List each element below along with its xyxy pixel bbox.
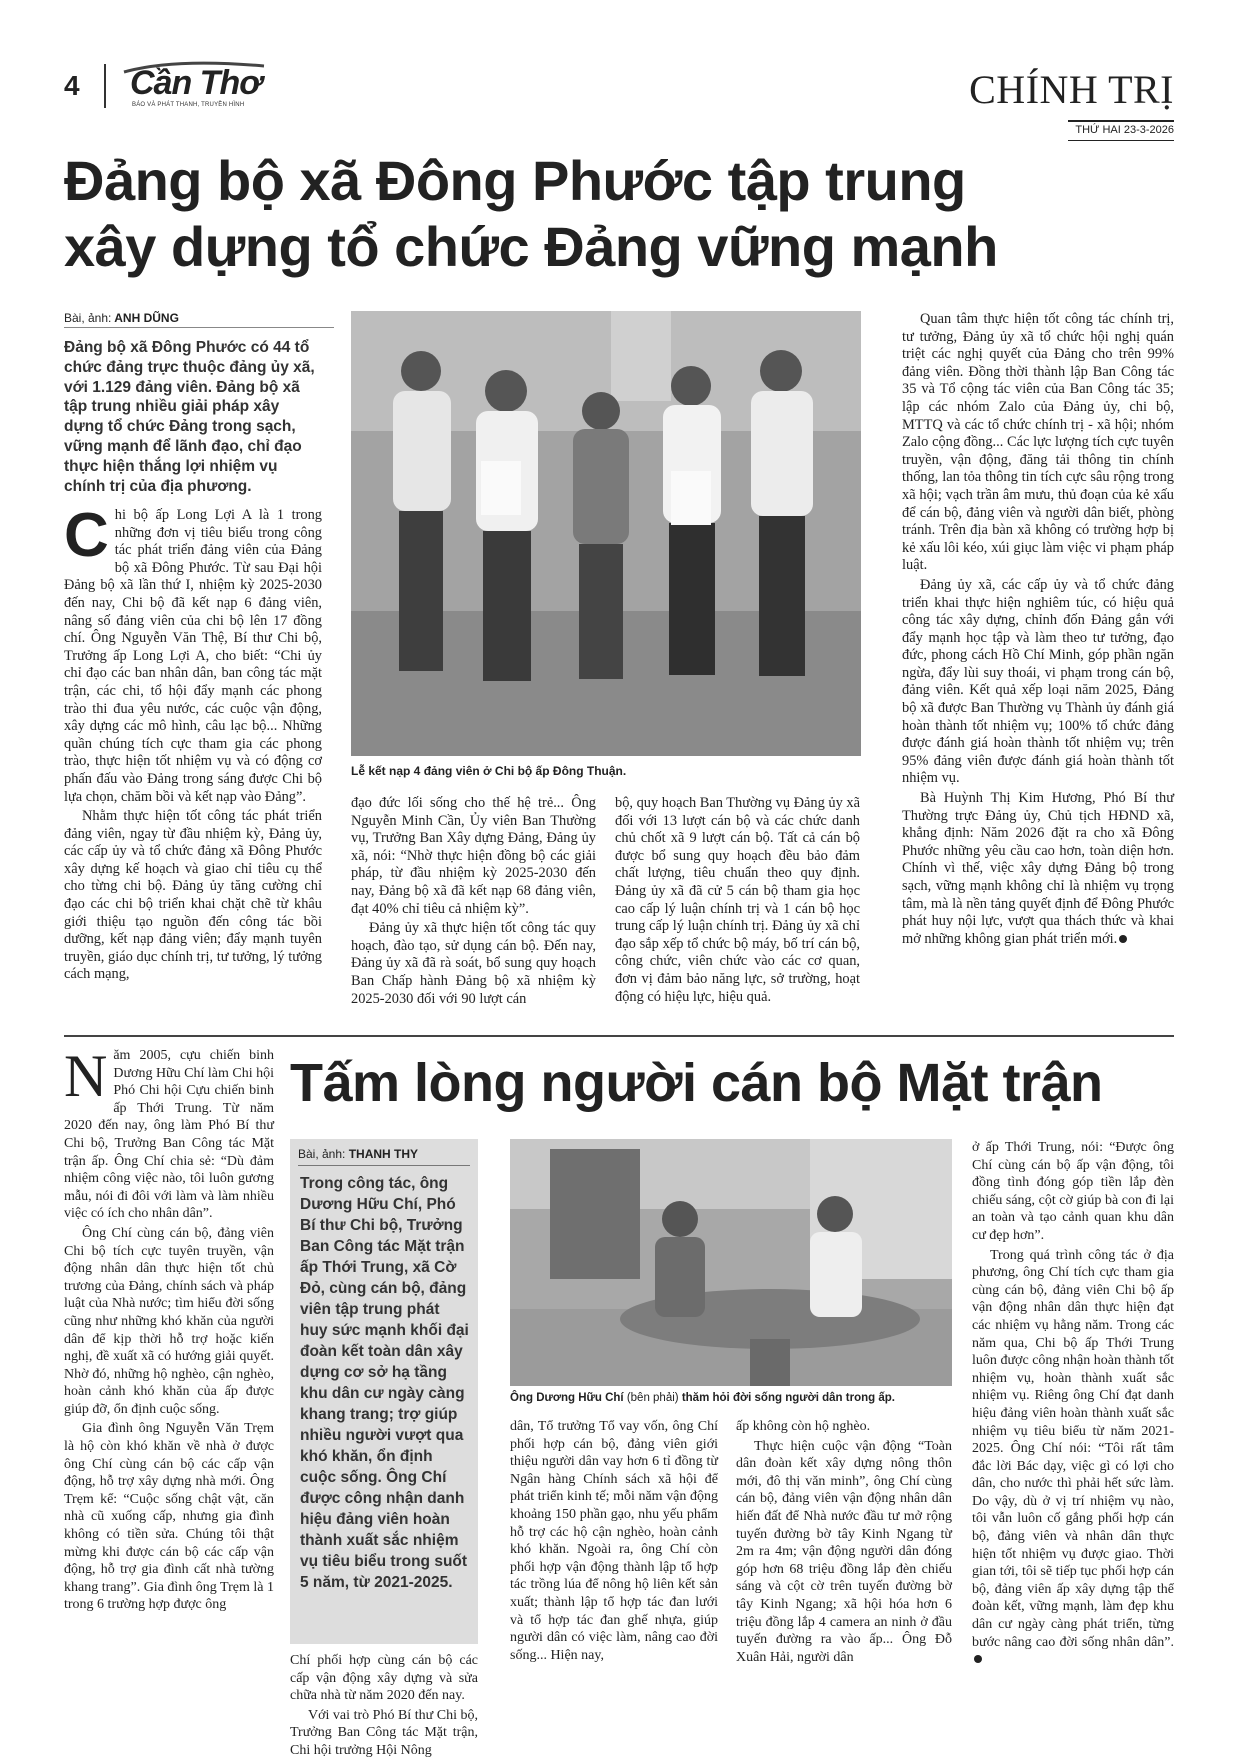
article1-byline	[64, 311, 179, 325]
newspaper-logo	[114, 60, 284, 110]
logo-text: Cần Thơ	[130, 64, 262, 102]
dropcap: C	[64, 501, 109, 570]
header-divider-vertical	[104, 64, 106, 108]
article1-col4-p3-text: Bà Huỳnh Thị Kim Hương, Phó Bí thư Thường trực Đảng ủy, Chủ tịch HĐND xã, khẳng định: Năm 2026 đặt ra cho xã Đông Phước những yêu cầu cao hơn, toàn diện hơn. Chính vì thế, việc xây dựng Đảng bộ trong sạch, vững mạnh không chỉ là nhiệm vụ trọng tâm, mà là nền tảng quyết định để Đông Phước phát huy nội lực, vượt qua thách thức và khai mở những không gian phát triển mới.	[902, 790, 1174, 947]
article2-col2	[290, 1652, 478, 1762]
header-rule-bottom	[1068, 140, 1174, 141]
article1-col1-p1-text: hi bộ ấp Long Lợi A là 1 trong những đơn vị tiêu biểu trong công tác phát triển đảng viên của Đảng bộ xã Đông Phước. Từ sau Đại hội Đảng bộ xã lần thứ I, nhiệm kỳ 2025-2030 đến nay, Chi bộ đã kết nạp 6 đảng viên, nâng số đảng viên của chi bộ lên 17 đồng chí. Ông Nguyễn Văn Thệ, Bí thư Chi bộ, Trưởng ấp Long Lợi A, cho biết: “Chi ủy chỉ đạo các ban nhân dân, ban công tác mặt trận, các chi, tổ hội đẩy mạnh các phong trào thi đua yêu nước, các cuộc vận động, xây dựng các mô hình, câu lạc bộ... Những quần chúng tích cực tham gia các phong trào, thực hiện tốt nhiệm vụ và có động cơ phấn đấu vào Đảng trong sáng được Chi bộ lựa chọn, chăm bồi và kết nạp vào Đảng”.	[64, 507, 322, 805]
article2-photo	[510, 1139, 952, 1386]
article1-col1-p2: Nhằm thực hiện tốt công tác phát triển đảng viên, ngay từ đầu nhiệm kỳ, Đảng ủy, các cấp ủy và tổ chức đảng xã Đông Phước xây dựng kế hoạch và giao chỉ tiêu cụ thể cho từng chi bộ. Đảng ủy tăng cường chỉ đạo các chi bộ triển khai chặt chẽ từ khâu giới thiệu tạo nguồn đến công tác bồi dưỡng, kết nạp đảng viên; đẩy mạnh tuyên truyền, giáo dục chính trị, tư tưởng, lý tưởng cách mạng,	[64, 808, 322, 983]
page-number: 4	[64, 70, 80, 101]
article1-col2-p1: đạo đức lối sống cho thế hệ trẻ... Ông Nguyễn Minh Cần, Ủy viên Ban Thường vụ, Trưởng Ban Xây dựng Đảng, Đảng ủy xã, nói: “Nhờ thực hiện đồng bộ các giải pháp, từ đầu nhiệm kỳ 2025-2030 đến nay, Đảng bộ xã đã kết nạp 68 đảng viên, đạt 40% chỉ tiêu cả nhiệm kỳ”.	[351, 795, 596, 917]
article2-col4-p2: Thực hiện cuộc vận động “Toàn dân đoàn kết xây dựng nông thôn mới, đô thị văn minh”, ông Chí cùng cán bộ, đảng viên vận động nhân dân hiến đất để Nhà nước đầu tư mở rộng tuyến đường bờ tây Kinh Ngang từ 2m ra 4m; vận động người dân đóng góp hơn 68 triệu đồng lắp đèn chiếu sáng và cột cờ trên tuyến đường bờ tây Kinh Ngang; xã hội hóa hơn 6 triệu đồng lắp 4 camera an ninh ở đầu tuyến đường ra vào ấp... Ông Đỗ Xuân Hải, người dân	[736, 1438, 952, 1665]
caption-name: Ông Dương Hữu Chí	[510, 1392, 624, 1404]
article1-col3-p1: bộ, quy hoạch Ban Thường vụ Đảng ủy xã đối với 13 lượt cán bộ và các chức danh chủ chốt xã 9 lượt cán bộ. Tất cả cán bộ được bổ sung quy hoạch đều bảo đảm chất lượng, tiêu chuẩn theo quy định. Đảng ủy xã đã cử 5 cán bộ tham gia học cao cấp lý luận chính trị và 1 cán bộ học trung cấp lý luận chính trị. Đảng ủy xã chỉ đạo sắp xếp tổ chức bộ máy, bố trí cán bộ, công chức, viên chức vào các cơ quan, đơn vị đảm bảo năng lực, sở trường, hoạt động có hiệu lực, hiệu quả.	[615, 795, 860, 1005]
dropcap: N	[64, 1043, 108, 1109]
article1-col2-p2: Đảng ủy xã thực hiện tốt công tác quy hoạch, đào tạo, sử dụng cán bộ. Đến nay, Đảng ủy xã đã rà soát, bổ sung quy hoạch Ban Chấp hành Đảng bộ xã nhiệm kỳ 2025-2030 đối với 90 lượt cán	[351, 920, 596, 1007]
article1-col1	[64, 501, 322, 986]
article-separator	[64, 1035, 1174, 1037]
article2-col5-p2	[972, 1247, 1174, 1669]
end-mark-icon	[974, 1655, 982, 1663]
article2-lead-box	[290, 1139, 478, 1644]
logo-subtitle: BÁO VÀ PHÁT THANH, TRUYỀN HÌNH	[132, 102, 245, 108]
article2-col2-p2: Với vai trò Phó Bí thư Chi bộ, Trưởng Ban Công tác Mặt trận, Chi hội trưởng Hội Nông	[290, 1707, 478, 1758]
article1-photo-caption: Lễ kết nạp 4 đảng viên ở Chi bộ ấp Đông Thuận.	[351, 764, 627, 778]
article2-photo-caption	[510, 1392, 895, 1404]
article2-col4-p1: ấp không còn hộ nghèo.	[736, 1419, 871, 1434]
byline-rule	[64, 327, 334, 328]
byline-rule	[298, 1165, 470, 1166]
article1-col4-p3	[902, 790, 1174, 948]
article2-col1-p1	[64, 1043, 274, 1223]
article1-col2	[351, 795, 596, 1010]
issue-date: THỨ HAI 23-3-2026	[1075, 124, 1174, 136]
article1-col1-p1	[64, 501, 322, 806]
article2-byline	[298, 1147, 418, 1161]
byline-label: Bài, ảnh:	[298, 1147, 346, 1161]
byline-author: ANH DŨNG	[114, 311, 179, 325]
article2-col1-p1-text: ăm 2005, cựu chiến binh Dương Hữu Chí làm Chi hội Phó Chi hội Cựu chiến binh ấp Thới Trung. Từ năm 2020 đến nay, ông làm Phó Bí thư Chi bộ, Trưởng Ban Công tác Mặt trận ấp. Ông Chí chia sẻ: “Dù đảm nhiệm công việc nào, tôi luôn gương mẫu, nói đi đôi với làm và làm nhiều việc có ích cho nhân dân”.	[64, 1048, 274, 1222]
article2-col5	[972, 1139, 1174, 1671]
visit-photo-icon	[510, 1139, 952, 1386]
caption-note: (bên phải)	[626, 1392, 679, 1404]
article1-col4-p2: Đảng ủy xã, các cấp ủy và tổ chức đảng triển khai thực hiện nghiêm túc, có hiệu quả công tác xây dựng, chỉnh đốn Đảng gắn với đẩy mạnh học tập và làm theo tư tưởng, đạo đức, phong cách Hồ Chí Minh, góp phần ngăn ngừa, đẩy lùi suy thoái, vi phạm trong cán bộ, đảng viên. Kết quả xếp loại năm 2025, Đảng bộ xã được Ban Thường vụ Thành ủy đánh giá hoàn thành tốt nhiệm vụ; 100% tổ chức đảng được đánh giá hoàn thành tốt nhiệm vụ; trên 95% đảng viên được đánh giá hoàn thành tốt nhiệm vụ.	[902, 576, 1174, 787]
article2-col3	[510, 1418, 718, 1666]
caption-rest: thăm hỏi đời sống người dân trong ấp.	[681, 1392, 895, 1404]
article1-photo	[351, 311, 861, 756]
article1-headline-line1: Đảng bộ xã Đông Phước tập trung	[64, 149, 966, 212]
article1-col4	[902, 311, 1174, 950]
article1-col3	[615, 795, 860, 1008]
article2-col1-p3: Gia đình ông Nguyễn Văn Trẹm là hộ còn khó khăn về nhà ở được ông Chí cùng cán bộ các cấp vận động, hỗ trợ xây dựng nhà mới. Ông Trẹm kể: “Cuộc sống chật vật, căn nhà cũ xuống cấp, nhưng gia đình không có tiền sửa. Chúng tôi thật mừng khi được cán bộ các cấp vận động, hỗ trợ gia đình cất nhà tường khang trang”. Gia đình ông Trẹm là 1 trong 6 trường hợp được ông	[64, 1421, 274, 1613]
article2-headline: Tấm lòng người cán bộ Mặt trận	[290, 1053, 1103, 1113]
article1-headline-line2: xây dựng tổ chức Đảng vững mạnh	[64, 215, 998, 278]
article2-col1	[64, 1043, 274, 1616]
byline-label: Bài, ảnh:	[64, 311, 112, 325]
article2-col5-p2-text: Trong quá trình công tác ở địa phương, ông Chí tích cực tham gia cùng cán bộ, đảng viên Chi bộ ấp vận động nhân dân thực hiện đạt các nhiệm vụ hằng năm. Trong các năm qua, Chi bộ ấp Thới Trung luôn được công nhận hoàn thành tốt nhiệm vụ, hoàn thành xuất sắc nhiệm vụ. Riêng ông Chí đạt danh hiệu đảng viên hoàn thành xuất sắc nhiệm vụ tiêu biểu từ năm 2021-2025. Ông Chí nói: “Tôi rất tâm đắc lời Bác dạy, việc gì có lợi cho dân, cho nước thì phải hết sức làm. Do vậy, dù ở vị trí nhiệm vụ nào, tôi vẫn luôn cố gắng phối hợp cán bộ, đảng viên và nhân dân thực hiện tốt nhiệm vụ được giao. Thời gian tới, tôi sẽ tiếp tục phối hợp cán bộ, đảng viên ấp xây dựng tập thể đoàn kết, vững mạnh, làm đẹp khu dân cư ngày càng phát triển, từng bước nâng cao đời sống nhân dân”.	[972, 1247, 1174, 1650]
party-members-photo-icon	[351, 311, 861, 756]
end-mark-icon	[1119, 935, 1127, 943]
header-rule	[1068, 120, 1174, 122]
article2-col3-p1: dân, Tổ trưởng Tổ vay vốn, ông Chí phối hợp cán bộ, đảng viên giới thiệu người dân vay hơn 6 tỉ đồng từ Ngân hàng Chính sách xã hội để phát triển kinh tế; mỗi năm vận động khoảng 150 phần gạo, nhu yếu phẩm hỗ trợ các hộ cận nghèo, hoàn cảnh khó khăn. Ngoài ra, ông Chí còn phối hợp vận động thành lập tổ hợp tác trồng lúa để nông hộ liên kết sản xuất; thành lập tổ hợp tác đan lưới và tổ hợp tác đan ghế nhựa, giúp người dân có việc làm, nâng cao đời sống... Hiện nay,	[510, 1419, 718, 1663]
article2-col2-p1: Chí phối hợp cùng cán bộ các cấp vận động xây dựng và sửa chữa nhà từ năm 2020 đến nay.	[290, 1653, 478, 1704]
article1-col4-p1: Quan tâm thực hiện tốt công tác chính trị, tư tưởng, Đảng ủy xã tổ chức hội nghị quán triệt các nghị quyết của Đảng cho trên 99% đảng viên. Đồng thời thành lập Ban Công tác 35 và Tổ cộng tác viên của Ban Công tác 35; lập các nhóm Zalo của Đảng ủy, chi bộ, MTTQ và các tổ chức chính trị - xã hội; nhóm Zalo cộng đồng... Các lực lượng tích cực tuyên truyền, vận động, đăng tải thông tin chính thống, lan tỏa thông tin tích cực sâu rộng trong xã hội; vạch trần âm mưu, thủ đoạn của kẻ xấu để cán bộ, đảng viên và người dân biết, phòng tránh. Trên địa bàn xã không có trường hợp bị kẻ xấu lôi kéo, xúi giục làm việc vi phạm pháp luật.	[902, 311, 1174, 574]
section-title: CHÍNH TRỊ	[969, 67, 1174, 112]
article1-lead: Đảng bộ xã Đông Phước có 44 tổ chức đảng trực thuộc đảng ủy xã, với 1.129 đảng viên. Đảng bộ xã tập trung nhiều giải pháp xây dựng tổ chức Đảng trong sạch, vững mạnh để lãnh đạo, chỉ đạo thực hiện thắng lợi nhiệm vụ chính trị của địa phương.	[64, 339, 315, 495]
article2-col1-p2: Ông Chí cùng cán bộ, đảng viên Chi bộ tích cực tuyên truyền, vận động nhân dân thực hiện tốt chủ trương của Đảng, chính sách và pháp luật của Nhà nước; tìm hiểu đời sống cũng như những khó khăn của người dân để kịp thời hỗ trợ hoặc kiến nghị, đề xuất xã có hướng giải quyết. Nhờ đó, những hộ nghèo, cận nghèo, hoàn cảnh khó khăn của ấp được giúp đỡ, ổn định cuộc sống.	[64, 1225, 274, 1417]
article2-col5-p1: ở ấp Thới Trung, nói: “Được ông Chí cùng cán bộ ấp vận động, tôi đồng tình đóng góp tiền lắp đèn chiếu sáng, cột cờ giúp bà con đi lại an toàn và tạo cảnh quan khu dân cư đẹp hơn”.	[972, 1140, 1174, 1243]
byline-author: THANH THY	[348, 1147, 419, 1161]
article1-headline	[64, 148, 1174, 280]
article2-lead: Trong công tác, ông Dương Hữu Chí, Phó Bí thư Chi bộ, Trưởng Ban Công tác Mặt trận ấp Thới Trung, xã Cờ Đỏ, cùng cán bộ, đảng viên tập trung phát huy sức mạnh khối đại đoàn kết toàn dân xây dựng cơ sở hạ tầng khu dân cư ngày càng khang trang; trợ giúp nhiều người vượt qua khó khăn, ổn định cuộc sống. Ông Chí được công nhận danh hiệu đảng viên hoàn thành xuất sắc nhiệm vụ tiêu biểu trong suốt 5 năm, từ 2021-2025.	[300, 1175, 469, 1591]
article2-col4	[736, 1418, 952, 1668]
